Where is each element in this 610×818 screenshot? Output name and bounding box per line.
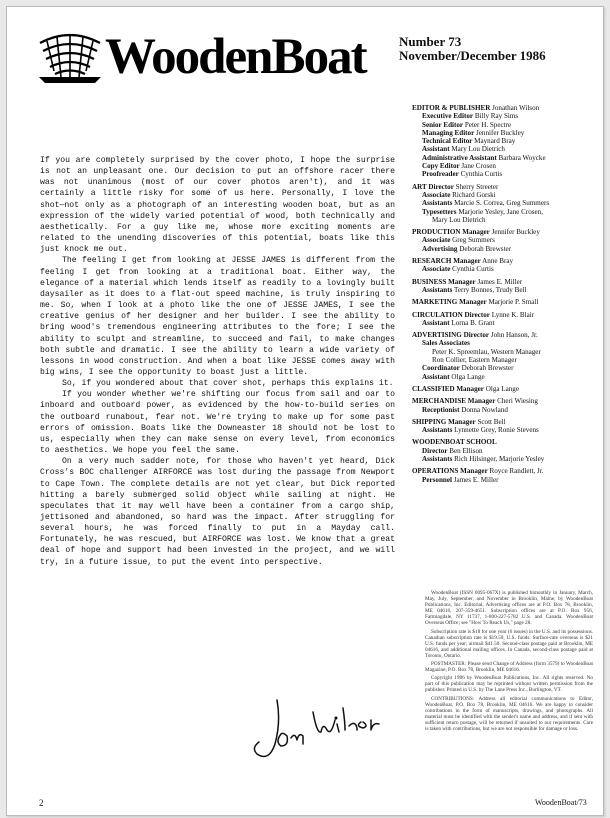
letter-paragraph: So, if you wondered about that cover shot, perhaps this explains it. [62,379,394,389]
masthead-name: Rich Hilsinger, Marjorie Yesley [454,454,545,463]
masthead-line [412,438,592,446]
editor-signature [247,692,387,767]
masthead-role: Assistants [422,426,453,435]
masthead-role: RESEARCH Manager [412,257,481,266]
masthead-section [412,257,592,274]
masthead-name: James E. Miller [453,475,499,484]
masthead-line [412,447,592,455]
masthead-name: Lynne K. Blair [491,310,535,319]
masthead-name: Richard Gorski [452,190,496,199]
masthead-role: CLASSIFIED Manager [412,384,484,393]
masthead-name: Anne Bray [482,257,514,266]
masthead-line [412,191,592,199]
staff-masthead [412,104,592,488]
letter-paragraph: If you wonder whether we're shifting our focus from sail and oar to inboard and outboard power, as evidenced by the how-to-build series on the outboard runabout, fear not. We're trying to make up for some past errors of omission. Boats like the Downeaster 18 should not be lost to us, especially when they can make sense on every level, from economics to aesthetics. We hope you feel the same. [40,390,395,456]
masthead-line [412,298,592,306]
masthead-section [412,228,592,253]
masthead-line [412,236,592,244]
masthead-name: Peter K. Spreemlau, Western Manager [432,347,541,356]
masthead-line [412,418,592,426]
masthead-line [412,199,592,207]
masthead-line [412,406,592,414]
masthead-title: WoodenBoat [105,29,366,85]
masthead-role: BUSINESS Manager [412,277,476,286]
magazine-page [6,6,604,816]
masthead-name: John Hanson, Jr. [490,331,538,340]
editorial-letter [40,155,395,568]
masthead-role: Copy Editor [422,162,460,171]
masthead-role: Advertising [422,244,458,253]
letter-paragraph: On a very much sadder note, for those who haven't yet heard, Dick Cross's BOC challenger AIRFORCE was lost during the passage from Newport to Cape Town. The complete details are not yet clear, but Dick reported hitting a barely submerged solid object while sailing at night. He speculates that it may well have been a container from a cargo ship, jettisoned and abandoned, so hard was the impact. After struggling for several hours, he was forced finally to put in a Mayday call. Fortunately, he was rescued, but AIRFORCE was lost. We know that a great deal of hope and support had been invested in the project, and we will try, in a future issue, to put the event into perspective. [40,457,395,567]
page-number: 2 [39,798,44,808]
masthead-role: MARKETING Manager [412,298,487,307]
masthead-line [412,145,592,153]
masthead-line [412,331,592,339]
masthead-role: Director [422,446,448,455]
masthead-role: ART Director [412,182,454,191]
masthead-name: Marcie S. Correa, Greg Summers [454,199,550,208]
masthead-section [412,311,592,328]
masthead-name: Donna Nowland [461,405,508,414]
masthead-line [412,228,592,236]
masthead-line [412,311,592,319]
masthead-section [412,397,592,414]
masthead-role: EDITOR & PUBLISHER [412,104,491,112]
masthead-line [412,426,592,434]
masthead-section [412,298,592,306]
fine-print-paragraph: Subscription rate is $18 for one year (6 issues) in the U.S. and its possessions. Canadian subscription rate is $19.50, U.S. funds. Surface-rate overseas is $21 U.S. funds per year; airmail $41.50. Second-class postage paid at Brooklin, ME 04616, and additional mailing offices. In Canada, second-class postage paid at Toronto, Ontario. [425,628,593,659]
masthead-name: Peter H. Spectre [464,120,512,129]
masthead-name: Deborah Brewster [461,364,514,373]
masthead-line [412,257,592,265]
masthead-role: Assistants [422,454,453,463]
masthead-role: Personnel [422,475,452,484]
masthead-name: Marjorie Yesley, Jane Crosen, [458,207,543,216]
masthead-role: OPERATIONS Manager [412,467,488,476]
masthead-name: Terry Bonnes, Trudy Bell [454,285,527,294]
masthead-name: Cynthia Curtis [452,265,494,274]
masthead-line [412,339,592,347]
fine-print-paragraph: POSTMASTER: Please send Change of Address (form 3579) to WoodenBoat Magazine, P.O. Box 78, Brooklin, ME 04616. [425,661,593,674]
masthead-name: Maynard Bray [474,137,516,146]
masthead-line [412,183,592,191]
masthead-name: Billy Ray Sims [474,112,519,121]
masthead-role: Technical Editor [422,137,473,146]
letter-paragraph: The feeling I get from looking at JESSE JAMES is different from the feeling I get from looking at a traditional boat. Either way, the elegance of a material which lends itself as readily to a lovingly built daysailer as it does to a flat-out speed machine, is truly inspiring to me. So, when I look at a photo like the one of JESSE JAMES, I see the creative genius of her designer and her builder. I see the ability to bring wood's tremendous engineering attributes to the fore; I see the ability to sculpt and streamline, to succeed and fail, to make changes both subtle and dramatic. I see the ability to learn a wide variety of lessons in wood construction. And when a boat like JESSE comes away with big wins, I see the opportunity to boast just a little. [40,256,395,377]
masthead-role: ADVERTISING Director [412,331,490,340]
masthead-line [412,112,592,120]
masthead-role: Sales Associates [422,339,470,348]
masthead-role: CIRCULATION Director [412,310,490,319]
masthead-role: Assistants [422,199,453,208]
masthead-role: Coordinator [422,364,460,373]
masthead-line [412,170,592,178]
masthead-line [412,348,592,356]
letter-paragraph: If you are completely surprised by the cover photo, I hope the surprise is not an unpleasant one. Our decision to put an offshore racer there was not unanimous (most of our cover photos aren't), and it was certainly a little risky for some of us here. Personally, I love the shot—not only as a photograph of an interesting wooden boat, but as an expression of the widely varied potential of wood, both technically and aesthetically. For a guy like me, whose more exciting moments are related to the unending discoveries of this potential, boats like this just knock me out. [40,156,395,255]
boat-hull-logo-icon [37,29,103,85]
masthead-line [412,356,592,364]
masthead-line [412,476,592,484]
masthead-name: Sherry Streeter [455,182,499,191]
masthead-name: Olga Lange [485,384,520,393]
masthead-section [412,104,592,179]
masthead-section [412,418,592,435]
masthead-section [412,331,592,381]
masthead-line [412,104,592,112]
masthead-section [412,183,592,224]
masthead-line [412,162,592,170]
masthead-role: Assistant [422,145,450,154]
masthead-section [412,438,592,463]
masthead-name: Olga Lange [451,372,485,381]
masthead-name: Mary Lou Dietrich [451,145,505,154]
issue-info [399,35,546,63]
masthead-role: Associate [422,265,451,274]
masthead-name: Ron Collier, Eastern Manager [432,356,517,365]
masthead-role: Executive Editor [422,112,474,121]
publication-fine-print [425,590,593,734]
masthead-name: Jonathan Wilson [492,104,540,112]
masthead-name: Cheri Wiesing [497,397,538,406]
masthead-name: Jennifer Buckley [491,228,540,237]
masthead-role: MERCHANDISE Manager [412,397,496,406]
masthead-line [412,129,592,137]
handwritten-signature [247,692,387,767]
masthead-name: Barbara Woycke [498,153,546,162]
masthead-section [412,278,592,295]
masthead-section [412,467,592,484]
masthead-role: WOODENBOAT SCHOOL [412,438,497,447]
masthead-line [412,286,592,294]
masthead-line [412,137,592,145]
masthead-name: Jennifer Buckley [476,128,525,137]
masthead-line [412,373,592,381]
masthead-role: Assistant [422,318,450,327]
masthead-line [412,121,592,129]
masthead-line [412,278,592,286]
issue-number: Number 73 [399,34,462,49]
masthead-role: Managing Editor [422,128,475,137]
masthead-name: Cynthia Curtis [460,170,503,179]
masthead-name: Ben Ellison [449,446,483,455]
masthead-name: Mary Lou Dietrich [432,215,486,224]
fine-print-paragraph: CONTRIBUTIONS: Address all editorial communications to Editor, WoodenBoat, P.O. Box 78, Brooklin, ME 04616. We are happy to consider contributions in the form of manuscripts, drawings, and photographs. All material must be identified with the sender's name and address, and if sent with sufficient return postage, will be returned if unsuited to our requirements. Care is taken with contributions, but we are not responsible for damage or loss. [425,695,593,732]
masthead-role: Assistant [422,372,450,381]
fine-print-paragraph: WoodenBoat (ISSN 0095-067X) is published bimonthly in January, March, May, July, September, and November in Brooklin, Maine, by WoodenBoat Publications, Inc. Editorial, Advertising offices are at P.O. Box 78, Brooklin, ME 04616, 207-359-4651. Subscription offices are at P.O. Box 956, Farmingdale, NY 11737, 1-800-227-5782 U.S. and Canada. WoodenBoat Overseas Office; see "How To Reach Us," page 28. [425,590,593,627]
masthead-section [412,385,592,393]
masthead-line [412,385,592,393]
masthead-role: Senior Editor [422,120,464,129]
running-footer: WoodenBoat/73 [535,798,587,807]
masthead-line [412,245,592,253]
masthead-name: Greg Summers [452,236,495,245]
masthead-role: Proofreader [422,170,459,179]
masthead-name: Marjorie P. Small [488,298,539,307]
masthead-line [412,208,592,216]
masthead-name: Deborah Brewster [459,244,512,253]
masthead-line [412,397,592,405]
masthead-name: Royce Randlett, Jr. [489,467,544,476]
masthead-name: Lorna B. Grant [451,318,495,327]
masthead-role: PRODUCTION Manager [412,228,490,237]
masthead-role: Assistants [422,285,453,294]
fine-print-paragraph: Copyright 1986 by WoodenBoat Publications, Inc. All rights reserved. No part of this publication may be reprinted without written permission from the publisher. Printed in U.S. by The Lane Press Inc., Burlington, VT. [425,675,593,694]
masthead-line [412,216,592,224]
masthead-name: Lynnette Grey, Ronie Stevens [454,426,539,435]
masthead-name: Jane Crosen [461,162,496,171]
masthead-logo [37,25,377,95]
masthead-role: SHIPPING Manager [412,417,476,426]
masthead-role: Associate [422,190,451,199]
masthead-name: Scott Bell [477,417,506,426]
masthead-role: Administrative Assistant [422,153,497,162]
masthead-role: Typesetters [422,207,457,216]
masthead-line [412,364,592,372]
masthead-role: Receptionist [422,405,460,414]
issue-date: November/December 1986 [399,48,546,63]
masthead-line [412,455,592,463]
masthead-line [412,265,592,273]
masthead-line [412,467,592,475]
masthead-role: Associate [422,236,451,245]
masthead-line [412,319,592,327]
masthead-name: James E. Miller [477,277,523,286]
masthead-line [412,154,592,162]
